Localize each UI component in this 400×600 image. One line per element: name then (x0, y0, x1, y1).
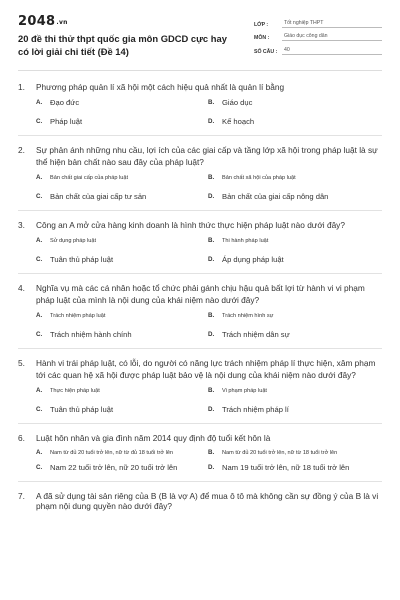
option-c[interactable] (36, 255, 208, 265)
option-d[interactable] (208, 117, 382, 127)
option-text: Tuân thủ pháp luật (50, 405, 114, 414)
meta-row-grade (254, 14, 382, 28)
options-grid (36, 237, 382, 265)
option-d[interactable] (208, 330, 382, 340)
question-stem: Nghĩa vụ mà các cá nhân hoặc tổ chức phải gánh chịu hậu quả bất lợi từ hành vi vi phạm pháp luật của mình là nội dung của khái niệm nào dưới đây? (36, 283, 365, 305)
meta-row-subject (254, 28, 382, 42)
option-b[interactable] (208, 237, 382, 245)
option-letter: D. (208, 256, 215, 263)
option-text: Áp dụng pháp luật (222, 255, 284, 264)
meta-value: Giáo dục công dân (282, 33, 382, 41)
option-text: Nam 19 tuổi trở lên, nữ 18 tuổi trở lên (222, 463, 350, 472)
question-number: 2. (18, 145, 25, 155)
option-b[interactable] (208, 174, 382, 182)
option-letter: A. (36, 174, 43, 181)
option-text: Bản chất của giai cấp tư sản (50, 192, 147, 201)
option-letter: C. (36, 256, 43, 263)
option-d[interactable] (208, 255, 382, 265)
option-d[interactable] (208, 192, 382, 202)
option-text: Bản chất giai cấp của pháp luật (50, 175, 129, 181)
option-text: Vi phạm pháp luật (222, 388, 267, 394)
question-item (0, 274, 400, 340)
meta-value: 40 (282, 47, 382, 55)
option-letter: B. (208, 312, 215, 319)
option-text: Trách nhiệm hành chính (50, 330, 132, 339)
question-number: 5. (18, 358, 25, 368)
option-text: Tuân thủ pháp luật (50, 255, 114, 264)
question-item (0, 349, 400, 415)
option-letter: D. (208, 406, 215, 413)
option-text: Trách nhiệm pháp lí (222, 405, 289, 414)
question-text (18, 282, 382, 306)
option-text: Nam từ đủ 20 tuổi trở lên, nữ từ đủ 18 tuổi trở lên (50, 450, 174, 456)
option-c[interactable] (36, 192, 208, 202)
option-a[interactable] (36, 98, 208, 108)
option-letter: B. (208, 449, 215, 456)
option-letter: A. (36, 387, 43, 394)
question-stem: Sự phản ánh những nhu cầu, lợi ích của các giai cấp và tầng lớp xã hội trong pháp luật là sự thể hiện bản chất nào sau đây của pháp luật? (36, 145, 378, 167)
option-letter: D. (208, 331, 215, 338)
option-letter: D. (208, 118, 215, 125)
question-stem: Phương pháp quản lí xã hội một cách hiệu quả nhất là quản lí bằng (36, 82, 285, 92)
options-grid (36, 387, 382, 415)
question-item (0, 211, 400, 265)
option-letter: C. (36, 193, 43, 200)
question-number: 7. (18, 491, 25, 501)
question-item (0, 424, 400, 473)
option-letter: B. (208, 387, 215, 394)
options-grid (36, 98, 382, 127)
meta-label: LỚP : (254, 21, 269, 28)
document-title: 20 đề thi thử thpt quốc gia môn GDCD cực hay có lời giải chi tiết (Đề 14) (18, 33, 227, 57)
question-text (18, 219, 382, 231)
option-letter: C. (36, 464, 43, 471)
option-letter: A. (36, 237, 43, 244)
option-text: Sử dụng pháp luật (50, 238, 97, 244)
option-b[interactable] (208, 98, 382, 108)
question-number: 1. (18, 82, 25, 92)
option-text: Kế hoạch (222, 117, 255, 126)
option-d[interactable] (208, 405, 382, 415)
option-text: Trách nhiệm pháp luật (50, 313, 106, 319)
question-number: 4. (18, 283, 25, 293)
question-number: 3. (18, 220, 25, 230)
option-b[interactable] (208, 387, 382, 395)
question-text (18, 432, 382, 444)
option-a[interactable] (36, 237, 208, 245)
option-d[interactable] (208, 463, 382, 473)
question-text (18, 357, 382, 381)
option-text: Trách nhiệm dân sự (222, 330, 290, 339)
question-number: 6. (18, 433, 25, 443)
option-text: Nam từ đủ 20 tuổi trở lên, nữ từ 18 tuổi trở lên (222, 450, 338, 456)
option-text: Thực hiện pháp luật (50, 388, 100, 394)
option-text: Thi hành pháp luật (222, 238, 269, 244)
option-text: Pháp luật (50, 117, 83, 126)
options-grid (36, 174, 382, 202)
meta-box (254, 14, 382, 58)
option-c[interactable] (36, 405, 208, 415)
option-letter: C. (36, 331, 43, 338)
option-letter: B. (208, 237, 215, 244)
option-letter: D. (208, 193, 215, 200)
options-grid (36, 312, 382, 340)
option-text: Nam 22 tuổi trở lên, nữ 20 tuổi trở lên (50, 463, 178, 472)
option-a[interactable] (36, 387, 208, 395)
option-a[interactable] (36, 449, 208, 457)
option-text: Đạo đức (50, 98, 80, 107)
site-logo[interactable] (18, 14, 254, 29)
option-letter: C. (36, 406, 43, 413)
option-letter: A. (36, 312, 43, 319)
option-c[interactable] (36, 463, 208, 473)
option-c[interactable] (36, 330, 208, 340)
option-text: Bản chất xã hội của pháp luật (222, 175, 296, 181)
option-letter: D. (208, 464, 215, 471)
meta-value: Tốt nghiệp THPT (282, 20, 382, 28)
option-a[interactable] (36, 174, 208, 182)
logo-suffix: .vn (56, 19, 68, 26)
option-letter: B. (208, 99, 215, 106)
option-letter: A. (36, 99, 43, 106)
option-letter: B. (208, 174, 215, 181)
question-item (0, 482, 400, 511)
question-stem: Công an A mở cửa hàng kinh doanh là hình thức thực hiện pháp luật nào dưới đây? (36, 220, 345, 230)
meta-label: MÔN : (254, 35, 270, 41)
question-item (0, 71, 400, 127)
option-a[interactable] (36, 312, 208, 320)
option-letter: A. (36, 449, 43, 456)
option-b[interactable] (208, 312, 382, 320)
document-header (0, 0, 400, 64)
question-text (18, 491, 382, 511)
question-item (0, 136, 400, 202)
option-c[interactable] (36, 117, 208, 127)
logo-text: 2048 (18, 14, 56, 29)
question-text (18, 144, 382, 168)
option-b[interactable] (208, 449, 382, 457)
option-text: Trách nhiệm hình sự (222, 313, 274, 319)
option-letter: C. (36, 118, 43, 125)
question-text (18, 81, 382, 93)
option-text: Bản chất của giai cấp nông dân (222, 192, 329, 201)
option-text: Giáo dục (222, 98, 253, 107)
options-grid (36, 449, 382, 473)
question-stem: Luật hôn nhân và gia đình năm 2014 quy định độ tuổi kết hôn là (36, 433, 271, 443)
question-stem: A đã sử dụng tài sản riêng của B (B là vợ A) để mua ô tô mà không cần sự đồng ý của B là vi phạm nội dung quyền nào dưới đây? (36, 491, 379, 511)
question-stem: Hành vi trái pháp luật, có lỗi, do người có năng lực trách nhiệm pháp lí thực hiện, xâm phạm tới các quan hệ xã hội được pháp luật bảo vệ là nội dung của khái niệm nào dưới đây? (36, 358, 376, 380)
meta-label: SỐ CÂU : (254, 48, 278, 55)
meta-row-count (254, 41, 382, 55)
